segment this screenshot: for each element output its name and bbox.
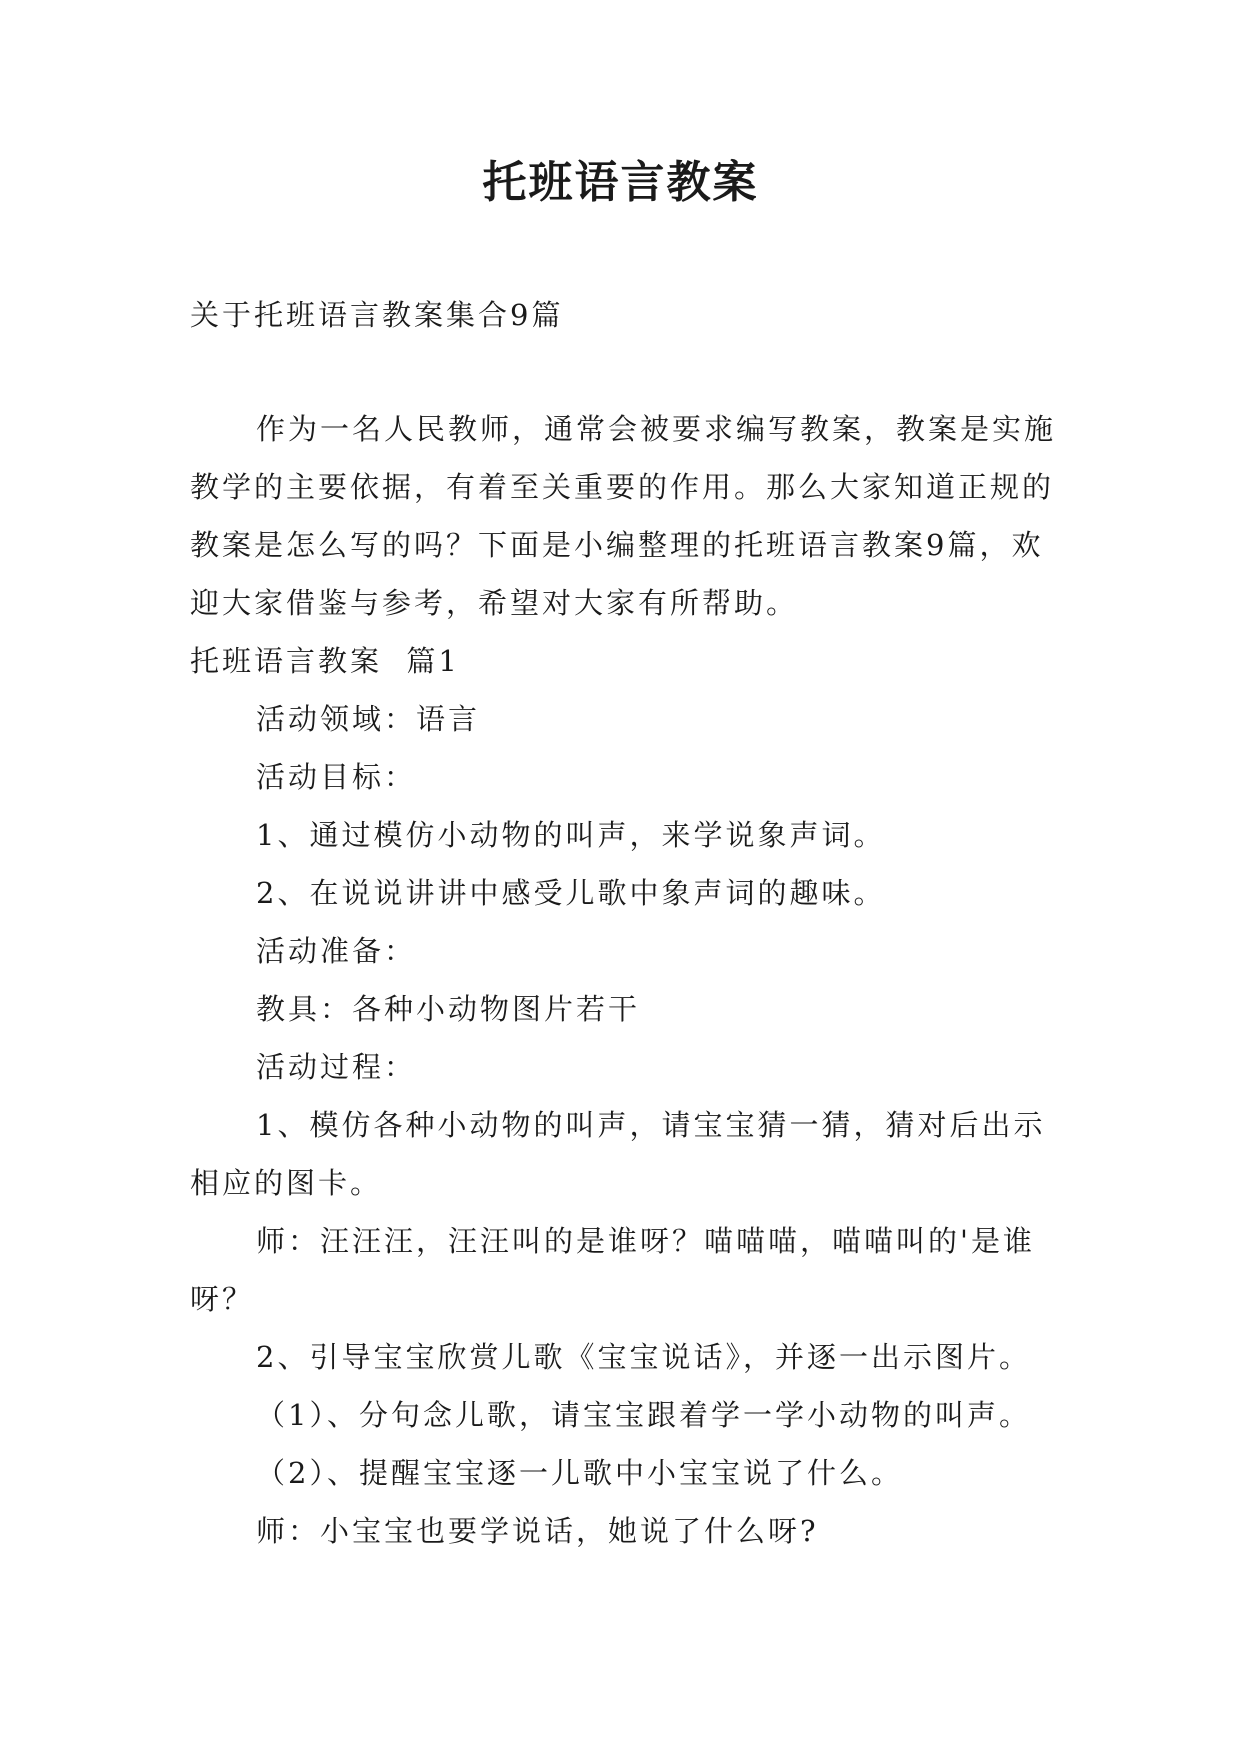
document-body (190, 286, 1060, 1560)
document-title: 托班语言教案 (482, 157, 759, 208)
paragraph: 2、引导宝宝欣赏儿歌《宝宝说话》，并逐一出示图片。 (256, 1340, 1031, 1374)
paragraph: 教具：各种小动物图片若干 (256, 992, 641, 1026)
paragraph: （2）、提醒宝宝逐一儿歌中小宝宝说了什么。 (256, 1456, 903, 1490)
paragraph: 活动准备： (256, 934, 417, 968)
section-heading: 托班语言教案 篇1 (190, 644, 460, 678)
paragraph: 活动领域：语言 (256, 702, 481, 736)
paragraph: 1、通过模仿小动物的叫声，来学说象声词。 (256, 818, 886, 852)
intro-paragraph: 作为一名人民教师，通常会被要求编写教案，教案是实施教学的主要依据，有着至关重要的作用。那么大家知道正规的教案是怎么写的吗？下面是小编整理的托班语言教案9篇，欢迎大家借鉴与参考，希望对大家有所帮助。 (190, 412, 1057, 620)
paragraph: 活动过程： (256, 1050, 417, 1084)
paragraph: 1、模仿各种小动物的叫声，请宝宝猜一猜，猜对后出示相应的图卡。 (190, 1108, 1046, 1200)
paragraph: 2、在说说讲讲中感受儿歌中象声词的趣味。 (256, 876, 886, 910)
paragraph: 师：小宝宝也要学说话，她说了什么呀? (256, 1514, 819, 1548)
paragraph: （1）、分句念儿歌，请宝宝跟着学一学小动物的叫声。 (256, 1398, 1031, 1432)
document-subtitle: 关于托班语言教案集合9篇 (190, 298, 564, 332)
paragraph: 师：汪汪汪，汪汪叫的是谁呀？喵喵喵，喵喵叫的'是谁呀？ (190, 1224, 1035, 1316)
paragraph: 活动目标： (256, 760, 417, 794)
